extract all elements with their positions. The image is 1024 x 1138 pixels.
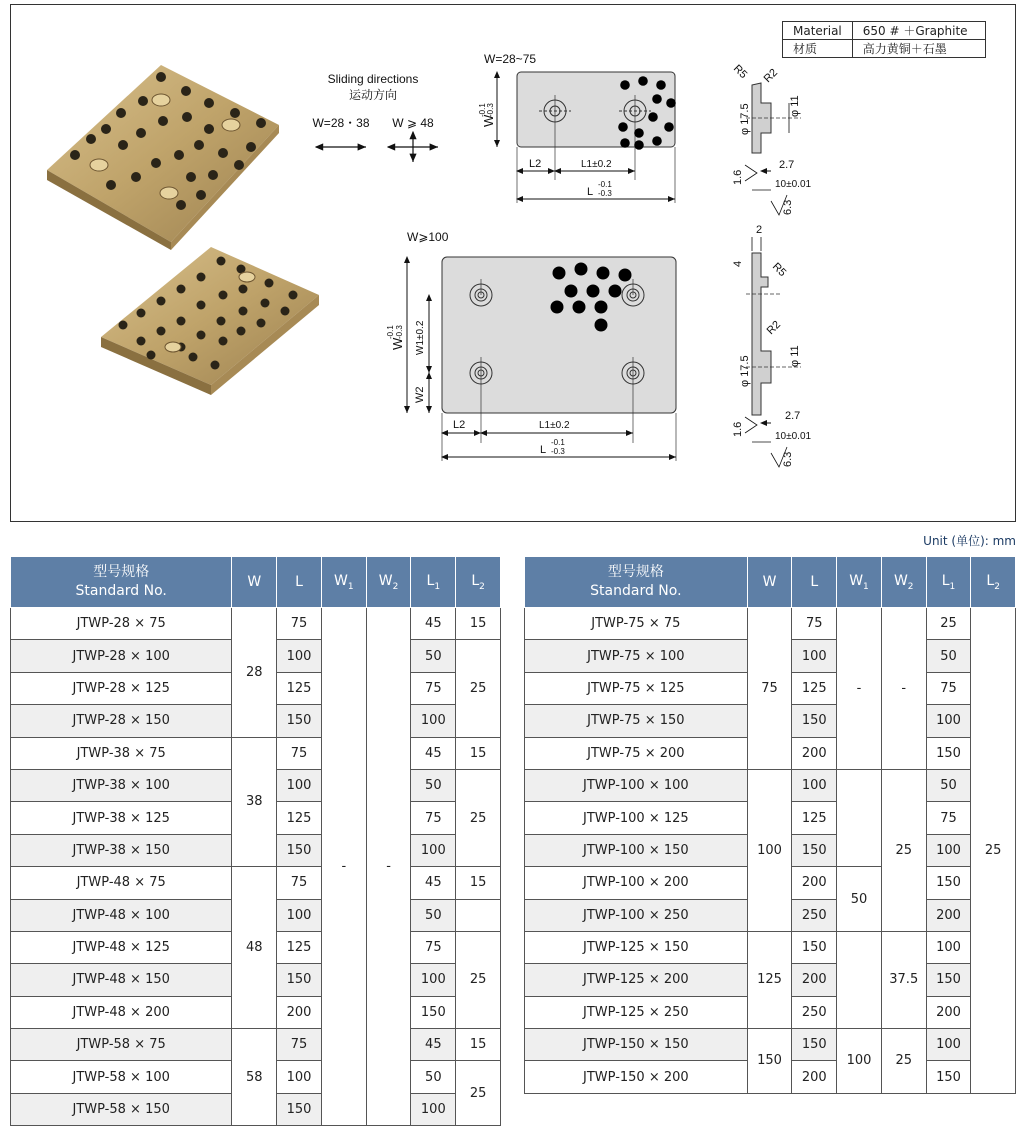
dim-l-bottom-tol-up: -0.1 [551, 438, 565, 447]
material-value-cn: 高力黄铜＋石墨 [852, 40, 985, 58]
cell-l: 125 [792, 672, 837, 704]
cell-l: 100 [277, 640, 322, 672]
cell-l1: 50 [926, 769, 971, 801]
graphite-plug-icon [116, 108, 126, 118]
cell-l1: 75 [926, 672, 971, 704]
graphite-plug-icon [106, 180, 116, 190]
graphite-plug-icon [181, 86, 191, 96]
cell-l2: 15 [456, 1029, 501, 1061]
graphite-plug-icon [246, 142, 256, 152]
cell-l2 [456, 899, 501, 931]
graphite-plug-icon [218, 148, 228, 158]
graphite-plug-icon [620, 138, 630, 148]
dim-w-tol-low: -0.3 [486, 103, 495, 117]
cell-l1: 45 [411, 737, 456, 769]
cell-l: 250 [792, 899, 837, 931]
graphite-plug-icon [156, 72, 166, 82]
unit-label: Unit (单位): mm [923, 534, 1016, 548]
cell-l: 250 [792, 996, 837, 1028]
graphite-plug-icon [281, 307, 290, 316]
plate-drawing-wide [386, 230, 676, 461]
cell-l: 200 [792, 867, 837, 899]
material-value-en: 650 # ＋Graphite [852, 22, 985, 40]
graphite-plug-icon [595, 319, 608, 332]
cell-w: 58 [232, 1029, 277, 1126]
col-w2: $W_2$ [881, 557, 926, 608]
graphite-plug-icon [239, 285, 248, 294]
header-std-cn: 型号规格 [607, 564, 664, 580]
cell-l1: 100 [926, 931, 971, 963]
cell-l1: 100 [411, 1093, 456, 1125]
cell-w1 [837, 931, 882, 1028]
cell-standard-no: JTWP-38 × 75 [11, 737, 232, 769]
graphite-plug-icon [118, 140, 128, 150]
cell-l: 100 [792, 640, 837, 672]
cell-w1: 50 [837, 867, 882, 932]
graphite-plug-icon [186, 172, 196, 182]
graphite-plug-icon [197, 273, 206, 282]
col-standard-no [11, 557, 232, 608]
cell-l1: 150 [926, 867, 971, 899]
cell-l2: 15 [456, 608, 501, 640]
cell-l1: 200 [926, 899, 971, 931]
cell-l1: 45 [411, 608, 456, 640]
graphite-plug-icon [151, 158, 161, 168]
cell-l1: 50 [411, 899, 456, 931]
graphite-plug-icon [101, 124, 111, 134]
table-row [525, 608, 1016, 640]
d4-label: 4 [732, 260, 744, 267]
graphite-plug-icon [157, 327, 166, 336]
col-l2: $L_2$ [971, 557, 1016, 608]
cell-standard-no: JTWP-150 × 150 [525, 1029, 748, 1061]
cell-l: 75 [277, 1029, 322, 1061]
cell-l1: 75 [926, 802, 971, 834]
cell-w: 125 [747, 931, 792, 1028]
graphite-plug-icon [189, 353, 198, 362]
cell-standard-no: JTWP-150 × 200 [525, 1061, 748, 1093]
graphite-plug-icon [208, 170, 218, 180]
cell-standard-no: JTWP-48 × 100 [11, 899, 232, 931]
graphite-plug-icon [618, 122, 628, 132]
cell-l1: 100 [411, 964, 456, 996]
cell-standard-no: JTWP-125 × 200 [525, 964, 748, 996]
cell-l: 150 [792, 931, 837, 963]
cell-w: 38 [232, 737, 277, 867]
col-w2: $W_2$ [366, 557, 411, 608]
graphite-plug-icon [177, 285, 186, 294]
cell-l: 150 [792, 834, 837, 866]
cell-w2: 37.5 [881, 931, 926, 1028]
graphite-plug-icon [237, 327, 246, 336]
cell-standard-no: JTWP-75 × 150 [525, 705, 748, 737]
graphite-plug-icon [664, 122, 674, 132]
cell-w1: 100 [837, 1029, 882, 1094]
graphite-plug-icon [119, 321, 128, 330]
graphite-plug-icon [197, 331, 206, 340]
graphite-plug-icon [575, 263, 588, 276]
cell-w1: - [321, 608, 366, 1126]
cell-w: 100 [747, 769, 792, 931]
cell-standard-no: JTWP-100 × 250 [525, 899, 748, 931]
cell-l: 100 [792, 769, 837, 801]
table-row [525, 931, 1016, 963]
dim-l2-bottom: L2 [453, 419, 466, 431]
bottom-plate-title: W⩾100 [407, 230, 449, 244]
cell-l: 75 [277, 867, 322, 899]
graphite-plug-icon [131, 172, 141, 182]
cell-l1: 100 [411, 705, 456, 737]
graphite-plug-icon [652, 136, 662, 146]
dim-l-top: L [587, 186, 594, 198]
cell-l1: 100 [411, 834, 456, 866]
cell-w: 150 [747, 1029, 792, 1094]
cell-standard-no: JTWP-75 × 100 [525, 640, 748, 672]
d10-label-bottom: 10±0.01 [775, 431, 812, 442]
graphite-plug-icon [158, 116, 168, 126]
col-standard-no [525, 557, 748, 608]
graphite-plug-icon [634, 128, 644, 138]
cell-l1: 200 [926, 996, 971, 1028]
sliding-narrow-label: W=28・38 [312, 116, 370, 130]
cell-standard-no: JTWP-100 × 150 [525, 834, 748, 866]
cell-standard-no: JTWP-48 × 150 [11, 964, 232, 996]
graphite-plug-icon [157, 297, 166, 306]
col-l: L [792, 557, 837, 608]
cell-l1: 75 [411, 672, 456, 704]
graphite-plug-icon [551, 301, 564, 314]
spec-table-right [524, 556, 1016, 1094]
graphite-plug-icon [565, 285, 578, 298]
cell-l: 150 [277, 1093, 322, 1125]
graphite-plug-icon [261, 299, 270, 308]
graphite-plug-icon [194, 140, 204, 150]
col-l1: $L_1$ [926, 557, 971, 608]
col-w: W [232, 557, 277, 608]
graphite-plug-icon [211, 361, 220, 370]
col-w1: $W_1$ [321, 557, 366, 608]
cell-l: 125 [277, 672, 322, 704]
dim-l-tol-up: -0.1 [598, 180, 612, 189]
cell-l: 150 [277, 834, 322, 866]
spec-table-left [10, 556, 501, 1126]
table-row [11, 1029, 501, 1061]
cell-l1: 50 [926, 640, 971, 672]
phi11-label-bottom: φ 11 [789, 345, 801, 367]
d63-label-top: 6.3 [782, 199, 794, 215]
cell-l1: 150 [926, 1061, 971, 1093]
cell-standard-no: JTWP-58 × 100 [11, 1061, 232, 1093]
cell-standard-no: JTWP-28 × 75 [11, 608, 232, 640]
col-l1: $L_1$ [411, 557, 456, 608]
graphite-plug-icon [234, 160, 244, 170]
col-l: L [277, 557, 322, 608]
header-std-en: Standard No. [75, 583, 167, 599]
graphite-plug-icon [656, 80, 666, 90]
cell-standard-no: JTWP-48 × 75 [11, 867, 232, 899]
graphite-plug-icon [595, 301, 608, 314]
cell-l1: 100 [926, 705, 971, 737]
plate-drawing-narrow [478, 52, 676, 203]
dim-w-tol-up: -0.1 [478, 103, 487, 117]
d2-label: 2 [756, 224, 763, 236]
graphite-plug-icon [553, 267, 566, 280]
cell-l: 150 [277, 964, 322, 996]
graphite-plug-icon [648, 112, 658, 122]
graphite-plug-icon [634, 140, 644, 150]
graphite-plug-icon [70, 150, 80, 160]
dim-l2-top: L2 [529, 158, 542, 170]
d63-label-bottom: 6.3 [782, 451, 794, 467]
cell-w2: - [881, 608, 926, 770]
r5-label-top: R5 [730, 62, 750, 82]
graphite-plug-icon [666, 98, 676, 108]
table-row [11, 867, 501, 899]
cell-l1: 25 [926, 608, 971, 640]
cell-l1: 150 [926, 964, 971, 996]
cell-l2: 25 [456, 1061, 501, 1126]
col-w: W [747, 557, 792, 608]
cell-l2: 25 [456, 931, 501, 1028]
cell-standard-no: JTWP-75 × 75 [525, 608, 748, 640]
sliding-wide-label: W ⩾ 48 [392, 116, 434, 130]
cell-standard-no: JTWP-48 × 200 [11, 996, 232, 1028]
graphite-plug-icon [176, 200, 186, 210]
d16-label-top: 1.6 [732, 169, 744, 185]
graphite-plug-icon [137, 309, 146, 318]
cell-l: 125 [792, 802, 837, 834]
cell-l1: 150 [926, 737, 971, 769]
cell-l1: 50 [411, 769, 456, 801]
graphite-plug-icon [265, 279, 274, 288]
phi11-label-top: φ 11 [789, 95, 801, 117]
cell-l: 200 [277, 996, 322, 1028]
d27-label-bottom: 2.7 [785, 410, 801, 422]
cell-l2: 25 [971, 608, 1016, 1094]
header-std-cn: 型号规格 [93, 564, 150, 580]
cell-standard-no: JTWP-28 × 125 [11, 672, 232, 704]
cell-standard-no: JTWP-28 × 100 [11, 640, 232, 672]
graphite-plug-icon [638, 76, 648, 86]
cell-w1: - [837, 608, 882, 770]
graphite-plug-icon [137, 337, 146, 346]
technical-drawing [11, 5, 1017, 523]
cell-l: 100 [277, 769, 322, 801]
table-row [11, 608, 501, 640]
cell-l: 200 [792, 737, 837, 769]
header-std-en: Standard No. [590, 583, 682, 599]
graphite-plug-icon [219, 291, 228, 300]
material-label-cn: 材质 [783, 40, 853, 58]
cell-w2: 25 [881, 769, 926, 931]
table-row [11, 737, 501, 769]
cell-l: 100 [277, 1061, 322, 1093]
cell-l2: 25 [456, 640, 501, 737]
dim-w-label: W [481, 114, 496, 127]
cell-l: 150 [792, 1029, 837, 1061]
graphite-plug-icon [217, 317, 226, 326]
cell-l: 75 [277, 608, 322, 640]
col-l2: $L_2$ [456, 557, 501, 608]
sliding-title-cn: 运动方向 [348, 88, 398, 102]
cell-standard-no: JTWP-38 × 125 [11, 802, 232, 834]
cell-standard-no: JTWP-100 × 125 [525, 802, 748, 834]
dim-l-bottom: L [540, 444, 547, 456]
graphite-plug-icon [597, 267, 610, 280]
cell-standard-no: JTWP-48 × 125 [11, 931, 232, 963]
graphite-plug-icon [197, 301, 206, 310]
cell-standard-no: JTWP-100 × 100 [525, 769, 748, 801]
r2-label-bottom: R2 [764, 318, 784, 338]
cell-standard-no: JTWP-75 × 200 [525, 737, 748, 769]
cell-standard-no: JTWP-75 × 125 [525, 672, 748, 704]
dim-w1: W1±0.2 [415, 320, 426, 355]
cell-standard-no: JTWP-38 × 100 [11, 769, 232, 801]
cell-standard-no: JTWP-28 × 150 [11, 705, 232, 737]
cell-l: 150 [277, 705, 322, 737]
graphite-plug-icon [174, 150, 184, 160]
graphite-plug-icon [652, 94, 662, 104]
dim-l-bottom-tol-low: -0.3 [551, 447, 565, 456]
cell-l1: 150 [411, 996, 456, 1028]
dim-l1-top: L1±0.2 [581, 159, 612, 170]
table-row [525, 1029, 1016, 1061]
graphite-plug-icon [204, 124, 214, 134]
graphite-plug-icon [177, 317, 186, 326]
r2-label-top: R2 [761, 66, 781, 86]
table-header-row [525, 557, 1016, 608]
cell-l1: 100 [926, 834, 971, 866]
cell-l1: 50 [411, 640, 456, 672]
top-plate-title: W=28~75 [484, 52, 537, 66]
dim-l-tol-low: -0.3 [598, 189, 612, 198]
cell-l: 150 [792, 705, 837, 737]
product-image-small [101, 247, 319, 395]
graphite-plug-icon [620, 80, 630, 90]
graphite-plug-icon [239, 307, 248, 316]
dim-w-bottom-tol-low: -0.3 [395, 325, 404, 339]
cell-w1 [837, 769, 882, 866]
graphite-plug-icon [204, 98, 214, 108]
d10-label-top: 10±0.01 [775, 179, 812, 190]
graphite-plug-icon [609, 285, 622, 298]
table-row [525, 769, 1016, 801]
cell-standard-no: JTWP-58 × 150 [11, 1093, 232, 1125]
cell-l: 125 [277, 931, 322, 963]
graphite-plug-icon [217, 257, 226, 266]
graphite-plug-icon [619, 269, 632, 282]
cell-l2: 25 [456, 769, 501, 866]
graphite-plug-icon [86, 134, 96, 144]
graphite-plug-icon [289, 291, 298, 300]
dim-l1-bottom: L1±0.2 [539, 420, 570, 431]
product-image-large [47, 65, 279, 250]
cell-w: 48 [232, 867, 277, 1029]
dim-w-bottom-tol-up: -0.1 [386, 325, 395, 339]
graphite-plug-icon [138, 96, 148, 106]
graphite-plug-icon [136, 128, 146, 138]
r5-label-bottom: R5 [769, 260, 789, 280]
side-profile-top [731, 63, 812, 215]
d16-label-bottom: 1.6 [732, 421, 744, 437]
four-way-arrow-icon [388, 132, 438, 162]
phi17-label-top: φ 17.5 [739, 103, 751, 135]
graphite-plug-icon [219, 337, 228, 346]
cell-l: 75 [277, 737, 322, 769]
drawing-panel [10, 4, 1016, 522]
cell-l1: 100 [926, 1029, 971, 1061]
dim-w-bottom: W [390, 337, 405, 350]
cell-l: 125 [277, 802, 322, 834]
cell-l2: 15 [456, 737, 501, 769]
cell-l1: 45 [411, 1029, 456, 1061]
side-profile-bottom [732, 224, 812, 467]
cell-standard-no: JTWP-100 × 200 [525, 867, 748, 899]
graphite-plug-icon [256, 118, 266, 128]
cell-l: 75 [792, 608, 837, 640]
cell-l2: 15 [456, 867, 501, 899]
graphite-plug-icon [230, 108, 240, 118]
phi17-label-bottom: φ 17.5 [739, 355, 751, 387]
cell-l1: 50 [411, 1061, 456, 1093]
cell-l1: 75 [411, 802, 456, 834]
material-label-en: Material [783, 22, 853, 40]
table-header-row [11, 557, 501, 608]
cell-w2: 25 [881, 1029, 926, 1094]
dim-w2: W2 [414, 386, 426, 403]
cell-standard-no: JTWP-58 × 75 [11, 1029, 232, 1061]
d27-label-top: 2.7 [779, 159, 795, 171]
cell-standard-no: JTWP-125 × 150 [525, 931, 748, 963]
cell-standard-no: JTWP-38 × 150 [11, 834, 232, 866]
cell-standard-no: JTWP-125 × 250 [525, 996, 748, 1028]
cell-l: 200 [792, 1061, 837, 1093]
cell-w: 75 [747, 608, 792, 770]
graphite-plug-icon [147, 351, 156, 360]
cell-l1: 45 [411, 867, 456, 899]
sliding-title-en: Sliding directions [327, 72, 419, 86]
graphite-plug-icon [196, 190, 206, 200]
col-w1: $W_1$ [837, 557, 882, 608]
graphite-plug-icon [182, 112, 192, 122]
graphite-plug-icon [573, 301, 586, 314]
cell-l1: 75 [411, 931, 456, 963]
material-table [782, 21, 986, 58]
cell-w2: - [366, 608, 411, 1126]
graphite-plug-icon [587, 285, 600, 298]
cell-w: 28 [232, 608, 277, 738]
cell-l: 100 [277, 899, 322, 931]
cell-l: 200 [792, 964, 837, 996]
graphite-plug-icon [257, 319, 266, 328]
